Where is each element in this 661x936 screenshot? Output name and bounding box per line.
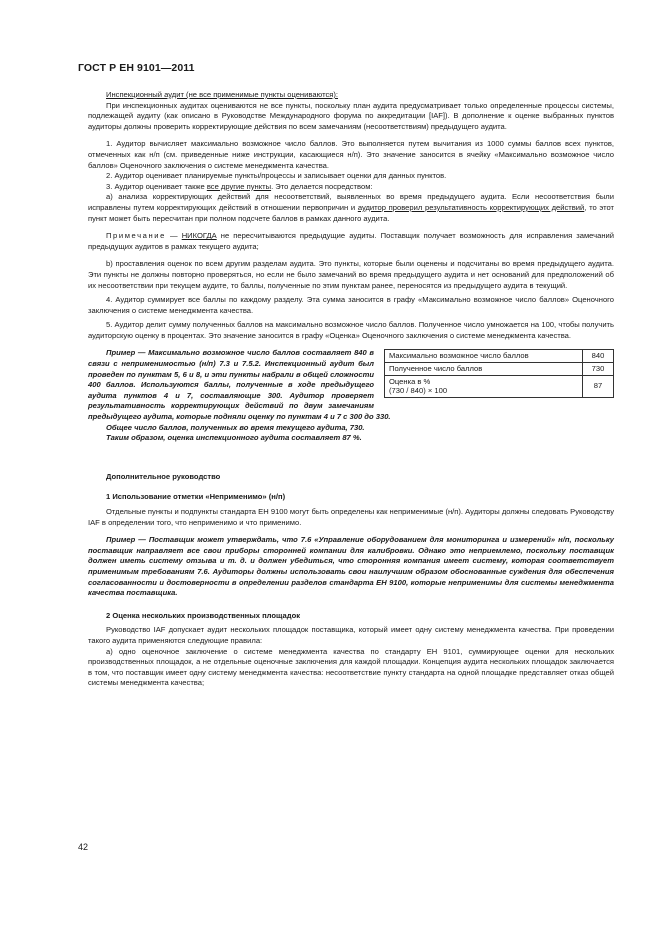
section-1-title: 1 Использование отметки «Неприменимо» (н/п) — [106, 492, 286, 502]
example-text: Пример — Максимально возможное число баллов составляет 840 в связи с неприменимостью (н/п) 7.3 и 7.5.2. Инспекционный аудит был проведен по пунктам 5, 6 и 8, и эти пункты набрали в общей сложности 400 баллов. Используются баллы, полученные в ходе предыдущего аудита пунктов 4 и 7, составляющие 300. Аудитор проверяет результативность корректирующих действий по двум замечаниям предыдущего аудита, которые подняли оценку по пунктам 4 и 7 с 300 до 330. — [88, 348, 391, 422]
additional-title: Дополнительное руководство — [106, 471, 221, 481]
table-cell-value: 87 — [583, 375, 614, 397]
intro-paragraph: При инспекционных аудитах оцениваются не все пункты, поскольку план аудита предусматривает только определенные процессы системы, подлежащей аудиту (как описано в Руководстве Международного форума по аккредитации [IAF]). В дополнение к оценке выбранных пунктов аудиторы должны проверить корректирующие действия по всем замечаниям (несоответствиям) предыдущего аудита. — [88, 100, 614, 131]
table-cell-label: Максимально возможное число баллов — [385, 350, 583, 363]
table-cell-value: 840 — [583, 350, 614, 363]
section-2-title: 2 Оценка нескольких производственных площадок — [106, 610, 301, 620]
score-table — [384, 349, 614, 397]
table-cell-label: Полученное число баллов — [385, 363, 583, 376]
section-2-item-a: а) одно оценочное заключение о системе менеджмента качества по стандарту ЕН 9101, суммирующее оценки для нескольких производственных площадок, а не отдельные оценочные заключения для каждой площадки. Концепция аудита нескольких площадок заключается в том, что поставщик имеет одну систему менеджмента качества: несоответствие пункту стандарта на одной площадке представляет отказ общей системы менеджмента качества; — [88, 646, 614, 688]
section-2-paragraph: Руководство IAF допускает аудит нескольких площадок поставщика, который имеет одну систему менеджмента качества. При проведении такого аудита применяются следующие правила: — [88, 625, 614, 645]
example-result: Таким образом, оценка инспекционного аудита составляет 87 %. — [106, 433, 362, 443]
table-cell-value: 730 — [583, 363, 614, 376]
page-content — [88, 90, 614, 689]
table-row — [385, 363, 614, 376]
document-header: ГОСТ Р ЕН 9101—2011 — [78, 62, 195, 74]
step-3a: a) анализа корректирующих действий для несоответствий, выявленных во время предыдущего аудита. Если несоответствия были исправлены путем корректирующих действий в отношении первопричин и аудитор проверил результативность корректирующих действий, то этот пункт может быть пересчитан при полном подсчете баллов в рамках данного аудита. — [88, 192, 614, 223]
step-3b: b) проставления оценок по всем другим разделам аудита. Это пункты, которые были оценены и подсчитаны во время предыдущего аудита. Эти пункты не должны повторно проверяться, но если не было замечаний во время предыдущего аудита и нет оснований для предположений об их несоответствии при текущем аудите, то баллы, полученные по этим пунктам ранее, переносятся из предыдущего аудита в текущий. — [88, 259, 614, 290]
step-5: 5. Аудитор делит сумму полученных баллов на максимально возможное число баллов. Полученное число умножается на 100, чтобы получить аудиторскую оценку в процентах. Это значение заносится в графу «Оценка» Оценочного заключения о системе менеджмента качества. — [88, 320, 614, 340]
section-1-example: Пример — Поставщик может утверждать, что 7.6 «Управление оборудованием для мониторинга и измерений» н/п, поскольку поставщик направляет все свои приборы сторонней компании для калибровки. Однако это неприемлемо, поскольку поставщик должен иметь систему отзыва и т. д. и должен убедиться, что сторонняя компания имеет систему, которая соответствует применимым требованиям 7.6. Аудиторы должны использовать свои наилучшим образом обоснованные суждения для обеспечения согласованности и достоверности в определении разделов стандарта ЕН 9100, которые неприменимы для системы менеджмента качества поставщика. — [88, 535, 614, 598]
intro-heading: Инспекционный аудит (не все применимые пункты оцениваются): — [106, 90, 339, 99]
example-total: Общее число баллов, полученных во время текущего аудита, 730. — [106, 422, 365, 432]
note: Примечание — НИКОГДА не пересчитываются предыдущие аудиты. Поставщик получает возможность для исправления замечаний предыдущих аудитов в рамках текущего аудита; — [88, 231, 614, 251]
step-4: 4. Аудитор суммирует все баллы по каждому разделу. Эта сумма заносится в графу «Максимально возможное число баллов» Оценочного заключения о системе менеджмента качества. — [88, 295, 614, 315]
step-3: 3. Аудитор оценивает также все другие пункты. Это делается посредством: — [106, 181, 373, 191]
table-cell-label: Оценка в % (730 / 840) × 100 — [385, 375, 583, 397]
table-row — [385, 375, 614, 397]
step-2: 2. Аудитор оценивает планируемые пункты/процессы и записывает оценки для данных пунктов. — [106, 171, 447, 181]
page-number: 42 — [78, 842, 89, 852]
example-block — [88, 348, 614, 422]
step-1: 1. Аудитор вычисляет максимально возможное число баллов. Это выполняется путем вычитания из 1000 суммы баллов всех пунктов, отмеченных как н/п (см. приведенные ниже инструкции, касающиеся н/п). Это значение заносится в ячейку «Максимально возможное число баллов» Оценочного заключения о системе менеджмента качества. — [88, 139, 614, 170]
table-row — [385, 350, 614, 363]
section-1-paragraph: Отдельные пункты и подпункты стандарта ЕН 9100 могут быть определены как неприменимые (н/п). Аудиторы должны следовать Руководству IAF в определении того, что неприменимо и что применимо. — [88, 507, 614, 527]
